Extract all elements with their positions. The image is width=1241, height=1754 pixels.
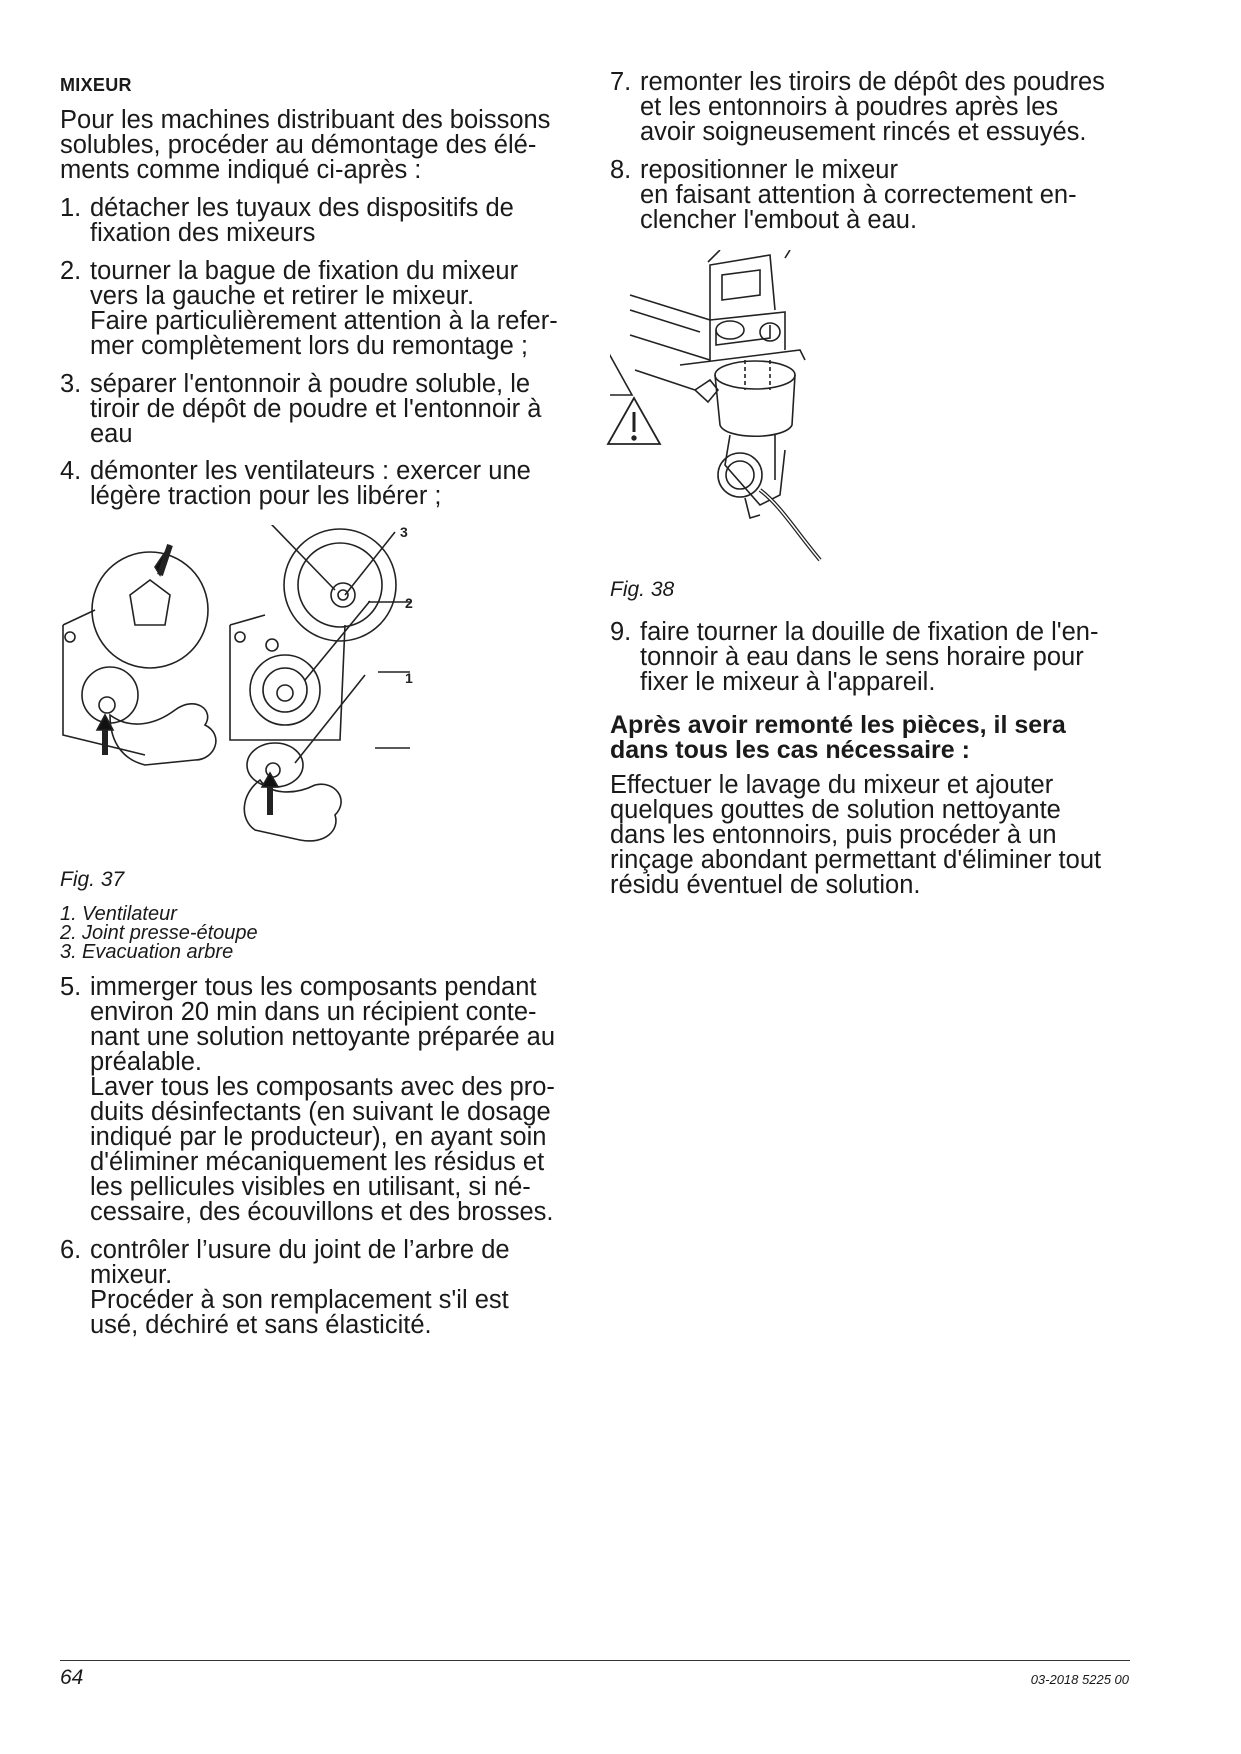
- after-paragraph: [610, 773, 1150, 898]
- step-9: [610, 620, 1170, 695]
- step-line: clencher l'embout à eau.: [640, 206, 918, 234]
- warning-triangle-icon: [604, 394, 664, 448]
- step-6: [60, 1238, 600, 1338]
- legend-number: 2.: [60, 922, 77, 944]
- paragraph-line: dans les entonnoirs, puis procéder à un: [610, 821, 1057, 849]
- step-number: 8.: [610, 156, 632, 184]
- paragraph-line: Effectuer le lavage du mixeur et ajouter: [610, 771, 1054, 799]
- step-line: mer complètement lors du remontage ;: [90, 332, 528, 360]
- section-title: MIXEUR: [60, 75, 132, 95]
- legend-number: 1.: [60, 903, 77, 925]
- step-number: 5.: [60, 973, 82, 1001]
- legend-text: Joint presse-étoupe: [82, 922, 258, 944]
- legend-text: Evacuation arbre: [82, 941, 234, 963]
- step-line: remonter les tiroirs de dépôt des poudres: [640, 68, 1105, 96]
- step-number: 9.: [610, 618, 632, 646]
- step-line: fixation des mixeurs: [90, 219, 316, 247]
- paragraph-line: quelques gouttes de solution nettoyante: [610, 796, 1061, 824]
- step-number: 3.: [60, 370, 82, 398]
- step-5: [60, 975, 600, 1225]
- step-line: les pellicules visibles en utilisant, si né-: [90, 1173, 531, 1201]
- step-line: tiroir de dépôt de poudre et l'entonnoir à: [90, 395, 542, 423]
- step-line: contrôler l’usure du joint de l’arbre de: [90, 1236, 510, 1264]
- step-line: tonnoir à eau dans le sens horaire pour: [640, 643, 1084, 671]
- step-line: tourner la bague de fixation du mixeur: [90, 257, 519, 285]
- step-number: 4.: [60, 457, 82, 485]
- paragraph-line: rinçage abondant permettant d'éliminer tout: [610, 846, 1102, 874]
- step-4: [60, 459, 600, 509]
- step-line: nant une solution nettoyante préparée au: [90, 1023, 556, 1051]
- step-line: usé, déchiré et sans élasticité.: [90, 1311, 432, 1339]
- step-number: 7.: [610, 68, 632, 96]
- step-line: Faire particulièrement attention à la refer-: [90, 307, 558, 335]
- step-1: [60, 196, 600, 246]
- fig37-callout-lines: [230, 550, 430, 780]
- intro-line: Pour les machines distribuant des boissons: [60, 106, 551, 134]
- footer-divider: [60, 1660, 1130, 1661]
- legend-number: 3.: [60, 941, 77, 963]
- fig38-caption: Fig. 38: [610, 578, 675, 601]
- step-7: [610, 70, 1170, 145]
- page-number: 64: [60, 1666, 84, 1689]
- step-line: immerger tous les composants pendant: [90, 973, 537, 1001]
- step-line: Laver tous les composants avec des pro-: [90, 1073, 555, 1101]
- step-number: 2.: [60, 257, 82, 285]
- step-line: repositionner le mixeur: [640, 156, 898, 184]
- after-heading: [610, 713, 1150, 763]
- step-line: avoir soigneusement rincés et essuyés.: [640, 118, 1087, 146]
- step-line: et les entonnoirs à poudres après les: [640, 93, 1059, 121]
- step-line: mixeur.: [90, 1261, 173, 1289]
- step-line: environ 20 min dans un récipient conte-: [90, 998, 537, 1026]
- step-line: fixer le mixeur à l'appareil.: [640, 668, 936, 696]
- step-line: séparer l'entonnoir à poudre soluble, le: [90, 370, 531, 398]
- fig37-callout: 3: [400, 525, 408, 540]
- document-code: 03-2018 5225 00: [1030, 1672, 1129, 1687]
- step-number: 1.: [60, 194, 82, 222]
- intro-paragraph: [60, 108, 590, 183]
- legend-text: Ventilateur: [82, 903, 177, 925]
- step-line: d'éliminer mécaniquement les résidus et: [90, 1148, 545, 1176]
- step-line: vers la gauche et retirer le mixeur.: [90, 282, 475, 310]
- step-line: légère traction pour les libérer ;: [90, 482, 442, 510]
- step-2: [60, 259, 600, 359]
- step-line: Procéder à son remplacement s'il est: [90, 1286, 509, 1314]
- step-3: [60, 372, 600, 447]
- step-line: cessaire, des écouvillons et des brosses.: [90, 1198, 554, 1226]
- heading-line: dans tous les cas nécessaire :: [610, 736, 970, 764]
- fig37-callout: 2: [405, 595, 413, 611]
- step-line: eau: [90, 420, 133, 448]
- step-line: indiqué par le producteur), en ayant soin: [90, 1123, 547, 1151]
- step-line: préalable.: [90, 1048, 202, 1076]
- fig37-callout: 1: [405, 670, 413, 686]
- intro-line: ments comme indiqué ci-après :: [60, 156, 422, 184]
- step-line: faire tourner la douille de fixation de l'en-: [640, 618, 1099, 646]
- step-line: en faisant attention à correctement en-: [640, 181, 1077, 209]
- intro-line: solubles, procéder au démontage des élé-: [60, 131, 537, 159]
- paragraph-line: résidu éventuel de solution.: [610, 871, 921, 899]
- step-8: [610, 158, 1170, 233]
- fig37-caption: Fig. 37: [60, 868, 125, 891]
- heading-line: Après avoir remonté les pièces, il sera: [610, 711, 1066, 739]
- step-line: duits désinfectants (en suivant le dosage: [90, 1098, 551, 1126]
- step-line: démonter les ventilateurs : exercer une: [90, 457, 531, 485]
- step-line: détacher les tuyaux des dispositifs de: [90, 194, 514, 222]
- step-number: 6.: [60, 1236, 82, 1264]
- fig37-legend: [60, 905, 258, 962]
- legend-item: [60, 943, 258, 962]
